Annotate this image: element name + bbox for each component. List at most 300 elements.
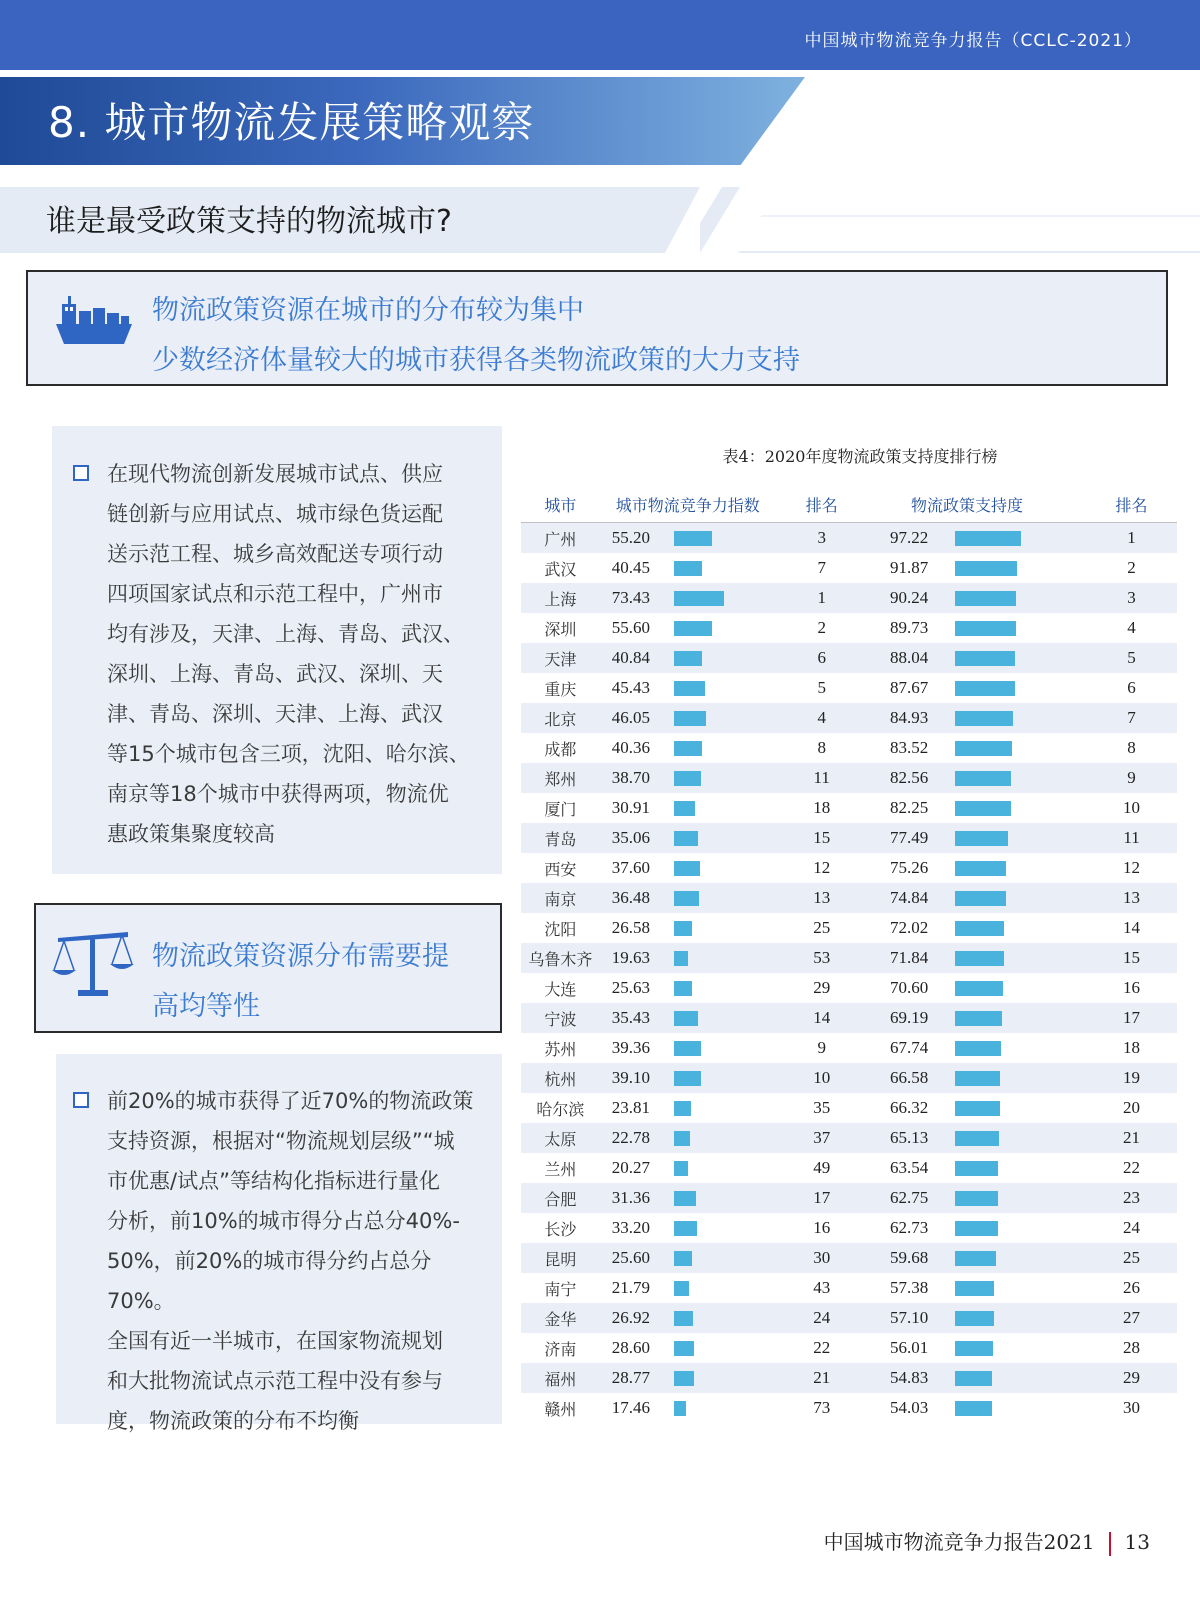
competitiveness-bar: [674, 1341, 693, 1356]
city-cell: 上海: [544, 589, 577, 609]
support-rank-cell: 9: [1127, 768, 1136, 787]
city-cell: 天津: [544, 649, 577, 669]
policy-support-bar: [955, 1251, 996, 1266]
competitiveness-index-cell: 17.46: [611, 1398, 650, 1417]
paragraph-1-line: 等15个城市包含三项，沈阳、哈尔滨、: [107, 742, 470, 766]
policy-support-cell: 66.32: [889, 1098, 929, 1117]
competitiveness-index-cell: 26.92: [611, 1308, 650, 1327]
footer-separator: [1109, 1532, 1111, 1556]
paragraph-1-line: 在现代物流创新发展城市试点、供应: [107, 462, 443, 486]
policy-support-bar: [955, 531, 1021, 546]
policy-support-bar-cell: [955, 1303, 1086, 1333]
competitiveness-index-cell: 21.79: [611, 1278, 650, 1297]
policy-support-bar: [955, 651, 1015, 666]
report-title: 中国城市物流竞争力报告（CCLC-2021）: [804, 31, 1142, 51]
policy-support-bar-cell: [955, 553, 1086, 583]
support-rank-cell: 1: [1127, 528, 1136, 547]
competitiveness-bar: [674, 621, 712, 636]
policy-support-cell: 67.74: [889, 1038, 929, 1057]
table-caption: 表4：2020年度物流政策支持度排行榜: [722, 447, 998, 466]
competitiveness-index-cell: 23.81: [611, 1098, 650, 1117]
city-cell: 宁波: [544, 1009, 577, 1029]
city-cell: 太原: [544, 1129, 577, 1149]
policy-support-bar: [955, 681, 1015, 696]
policy-support-cell: 54.03: [889, 1398, 929, 1417]
competitiveness-index-cell: 25.60: [611, 1248, 650, 1267]
competitiveness-bar: [674, 921, 692, 936]
competitiveness-index-cell: 22.78: [611, 1128, 650, 1147]
support-rank-cell: 11: [1123, 828, 1140, 847]
competitiveness-bar: [674, 591, 724, 606]
city-cell: 赣州: [544, 1399, 577, 1419]
page-number: 13: [1124, 1530, 1150, 1554]
support-rank-cell: 8: [1127, 738, 1136, 757]
competitiveness-bar-cell: [674, 733, 795, 763]
policy-support-cell: 77.49: [889, 828, 929, 847]
competitiveness-bar: [674, 531, 712, 546]
policy-support-cell: 89.73: [889, 618, 929, 637]
policy-support-bar: [955, 1071, 1000, 1086]
support-rank-cell: 18: [1123, 1038, 1141, 1057]
competitiveness-bar: [674, 981, 691, 996]
index-rank-cell: 18: [813, 798, 831, 817]
column-header-support-rank: 排名: [1115, 495, 1148, 515]
index-rank-cell: 53: [813, 948, 831, 967]
table-row: [521, 1093, 1177, 1123]
policy-support-bar: [955, 591, 1016, 606]
policy-support-bar: [955, 1401, 992, 1416]
competitiveness-index-cell: 35.43: [611, 1008, 650, 1027]
index-rank-cell: 3: [817, 528, 826, 547]
index-rank-cell: 37: [813, 1128, 831, 1147]
policy-support-bar: [955, 1371, 992, 1386]
policy-support-cell: 54.83: [889, 1368, 929, 1387]
competitiveness-index-cell: 73.43: [611, 588, 650, 607]
callout-line-2: 少数经济体量较大的城市获得各类物流政策的大力支持: [152, 345, 800, 376]
policy-support-bar-cell: [955, 583, 1086, 613]
policy-support-cell: 63.54: [889, 1158, 929, 1177]
competitiveness-bar-cell: [674, 1183, 795, 1213]
competitiveness-bar-cell: [674, 1303, 795, 1333]
competitiveness-bar: [674, 801, 695, 816]
index-rank-cell: 5: [817, 678, 826, 697]
competitiveness-index-cell: 19.63: [611, 948, 650, 967]
competitiveness-bar: [674, 741, 701, 756]
paragraph-1-line: 均有涉及，天津、上海、青岛、武汉、: [107, 622, 464, 646]
competitiveness-bar-cell: [674, 1153, 795, 1183]
policy-support-bar: [955, 1341, 993, 1356]
competitiveness-bar-cell: [674, 1273, 795, 1303]
policy-support-bar-cell: [955, 943, 1086, 973]
policy-support-bar-cell: [955, 1153, 1086, 1183]
page-footer: [824, 1526, 1150, 1556]
cargo-ship-icon: [54, 294, 134, 350]
support-rank-cell: 25: [1123, 1248, 1141, 1267]
paragraph-2-line: 和大批物流试点示范工程中没有参与: [107, 1369, 443, 1393]
city-cell: 西安: [544, 859, 577, 879]
policy-support-bar-cell: [955, 1243, 1086, 1273]
competitiveness-bar: [674, 861, 700, 876]
table-row: [521, 943, 1177, 973]
callout-line-1: 物流政策资源在城市的分布较为集中: [152, 295, 584, 326]
competitiveness-bar: [674, 1311, 692, 1326]
table-header-row: [521, 486, 1177, 523]
competitiveness-bar: [674, 1221, 697, 1236]
competitiveness-bar: [674, 1401, 686, 1416]
policy-support-cell: 83.52: [889, 738, 929, 757]
competitiveness-index-cell: 20.27: [611, 1158, 650, 1177]
policy-support-bar-cell: [955, 613, 1086, 643]
competitiveness-bar-cell: [674, 1363, 795, 1393]
index-rank-cell: 30: [813, 1248, 831, 1267]
competitiveness-bar-cell: [674, 1003, 795, 1033]
support-rank-cell: 19: [1123, 1068, 1141, 1087]
support-rank-cell: 20: [1123, 1098, 1141, 1117]
policy-support-bar-cell: [955, 853, 1086, 883]
policy-support-bar-cell: [955, 1033, 1086, 1063]
index-rank-cell: 8: [817, 738, 826, 757]
support-rank-cell: 3: [1127, 588, 1136, 607]
city-cell: 郑州: [544, 769, 577, 789]
policy-support-bar: [955, 1161, 998, 1176]
city-cell: 厦门: [544, 799, 577, 819]
city-cell: 广州: [544, 529, 577, 549]
competitiveness-bar: [674, 1071, 701, 1086]
competitiveness-bar: [674, 1191, 695, 1206]
policy-support-ranking-table: [521, 486, 1177, 1423]
policy-support-bar: [955, 801, 1011, 816]
competitiveness-bar: [674, 561, 702, 576]
column-header-competitiveness-index: 城市物流竞争力指数: [615, 495, 760, 515]
question-banner-stripes: [700, 187, 1200, 253]
table-row: [521, 1243, 1177, 1273]
support-rank-cell: 14: [1123, 918, 1141, 937]
competitiveness-index-cell: 40.45: [611, 558, 650, 577]
competitiveness-bar: [674, 1281, 689, 1296]
policy-support-bar-cell: [955, 883, 1086, 913]
competitiveness-bar: [674, 951, 687, 966]
table-row: [521, 763, 1177, 793]
competitiveness-index-cell: 45.43: [611, 678, 650, 697]
index-rank-cell: 29: [813, 978, 831, 997]
city-cell: 昆明: [544, 1249, 577, 1269]
policy-support-cell: 70.60: [889, 978, 929, 997]
footer-title: 中国城市物流竞争力报告2021: [823, 1530, 1095, 1554]
competitiveness-bar: [674, 831, 698, 846]
index-rank-cell: 14: [813, 1008, 831, 1027]
question-title: 谁是最受政策支持的物流城市?: [46, 204, 452, 239]
support-rank-cell: 6: [1127, 678, 1136, 697]
competitiveness-bar-cell: [674, 583, 795, 613]
stripe-decoration: [700, 187, 1200, 253]
policy-support-bar: [955, 861, 1006, 876]
competitiveness-bar: [674, 771, 700, 786]
competitiveness-bar: [674, 891, 699, 906]
table-row: [521, 823, 1177, 853]
index-rank-cell: 9: [817, 1038, 826, 1057]
policy-support-bar: [955, 891, 1006, 906]
policy-support-bar-cell: [955, 1003, 1086, 1033]
competitiveness-bar-cell: [674, 1093, 795, 1123]
table-row: [521, 1063, 1177, 1093]
paragraph-2-line: 度，物流政策的分布不均衡: [107, 1409, 359, 1433]
table-row: [521, 733, 1177, 763]
city-cell: 兰州: [544, 1159, 577, 1179]
city-cell: 南京: [544, 889, 577, 909]
competitiveness-index-cell: 33.20: [611, 1218, 650, 1237]
index-rank-cell: 21: [813, 1368, 831, 1387]
table-row: [521, 643, 1177, 673]
index-rank-cell: 73: [813, 1398, 831, 1417]
competitiveness-bar: [674, 1041, 701, 1056]
city-cell: 重庆: [544, 679, 577, 699]
support-rank-cell: 4: [1127, 618, 1136, 637]
competitiveness-bar: [674, 1161, 688, 1176]
index-rank-cell: 22: [813, 1338, 831, 1357]
policy-support-bar-cell: [955, 1363, 1086, 1393]
competitiveness-index-cell: 38.70: [611, 768, 650, 787]
column-header-city: 城市: [544, 495, 577, 515]
policy-support-bar-cell: [955, 1393, 1086, 1423]
paragraph-1-line: 津、青岛、深圳、天津、上海、武汉: [107, 702, 443, 726]
table-row: [521, 613, 1177, 643]
city-cell: 杭州: [544, 1069, 577, 1089]
policy-support-bar: [955, 951, 1004, 966]
competitiveness-bar-cell: [674, 643, 795, 673]
city-cell: 哈尔滨: [536, 1099, 585, 1119]
policy-support-cell: 82.25: [889, 798, 929, 817]
policy-support-cell: 56.01: [889, 1338, 929, 1357]
competitiveness-bar: [674, 681, 705, 696]
index-rank-cell: 25: [813, 918, 831, 937]
policy-support-cell: 71.84: [889, 948, 929, 967]
index-rank-cell: 7: [817, 558, 826, 577]
policy-support-bar: [955, 741, 1012, 756]
city-cell: 乌鲁木齐: [528, 949, 593, 969]
competitiveness-index-cell: 35.06: [611, 828, 650, 847]
policy-support-bar: [955, 561, 1017, 576]
competitiveness-bar: [674, 1131, 689, 1146]
competitiveness-bar-cell: [674, 673, 795, 703]
support-rank-cell: 29: [1123, 1368, 1141, 1387]
index-rank-cell: 15: [813, 828, 831, 847]
competitiveness-bar-cell: [674, 913, 795, 943]
competitiveness-bar-cell: [674, 613, 795, 643]
policy-support-bar: [955, 621, 1016, 636]
city-cell: 青岛: [544, 829, 577, 849]
table-row: [521, 883, 1177, 913]
policy-support-bar-cell: [955, 1093, 1086, 1123]
policy-support-cell: 97.22: [889, 528, 929, 547]
index-rank-cell: 6: [817, 648, 826, 667]
city-cell: 合肥: [544, 1189, 577, 1209]
policy-support-cell: 72.02: [889, 918, 929, 937]
competitiveness-bar-cell: [674, 1123, 795, 1153]
column-header-index-rank: 排名: [805, 495, 838, 515]
competitiveness-bar-cell: [674, 973, 795, 1003]
table-row: [521, 1303, 1177, 1333]
competitiveness-bar-cell: [674, 1333, 795, 1363]
competitiveness-index-cell: 26.58: [611, 918, 650, 937]
competitiveness-index-cell: 40.36: [611, 738, 650, 757]
policy-support-bar-cell: [955, 973, 1086, 1003]
table-row: [521, 583, 1177, 613]
competitiveness-bar-cell: [674, 1033, 795, 1063]
city-cell: 苏州: [544, 1039, 577, 1059]
competitiveness-bar-cell: [674, 853, 795, 883]
policy-support-bar-cell: [955, 1273, 1086, 1303]
table-row: [521, 1123, 1177, 1153]
table-row: [521, 793, 1177, 823]
table-row: [521, 703, 1177, 733]
index-rank-cell: 11: [813, 768, 830, 787]
competitiveness-index-cell: 30.91: [611, 798, 650, 817]
policy-support-cell: 84.93: [889, 708, 929, 727]
competitiveness-bar: [674, 1371, 694, 1386]
competitiveness-index-cell: 55.60: [611, 618, 650, 637]
policy-support-bar: [955, 771, 1011, 786]
support-rank-cell: 10: [1123, 798, 1141, 817]
competitiveness-index-cell: 39.10: [611, 1068, 650, 1087]
index-rank-cell: 12: [813, 858, 831, 877]
competitiveness-index-cell: 28.77: [611, 1368, 650, 1387]
index-rank-cell: 17: [813, 1188, 831, 1207]
policy-support-cell: 87.67: [889, 678, 929, 697]
policy-support-bar-cell: [955, 1333, 1086, 1363]
paragraph-1-line: 送示范工程、城乡高效配送专项行动: [107, 542, 443, 566]
support-rank-cell: 21: [1123, 1128, 1141, 1147]
support-rank-cell: 13: [1123, 888, 1141, 907]
policy-support-bar-cell: [955, 913, 1086, 943]
index-rank-cell: 13: [813, 888, 831, 907]
city-cell: 北京: [544, 709, 577, 729]
table-row: [521, 1033, 1177, 1063]
competitiveness-bar-cell: [674, 523, 795, 554]
policy-support-cell: 57.38: [889, 1278, 929, 1297]
competitiveness-bar-cell: [674, 553, 795, 583]
policy-support-cell: 65.13: [889, 1128, 929, 1147]
support-rank-cell: 22: [1123, 1158, 1141, 1177]
competitiveness-index-cell: 31.36: [611, 1188, 650, 1207]
support-rank-cell: 2: [1127, 558, 1136, 577]
policy-support-bar: [955, 1311, 994, 1326]
competitiveness-bar-cell: [674, 763, 795, 793]
support-rank-cell: 27: [1123, 1308, 1141, 1327]
policy-support-cell: 91.87: [889, 558, 929, 577]
paragraph-1-line: 惠政策集聚度较高: [107, 822, 275, 846]
support-rank-cell: 26: [1123, 1278, 1141, 1297]
policy-support-cell: 88.04: [889, 648, 929, 667]
balance-scale-icon: [52, 930, 134, 1000]
city-cell: 大连: [544, 979, 577, 999]
policy-support-bar-cell: [955, 1183, 1086, 1213]
competitiveness-bar-cell: [674, 703, 795, 733]
policy-support-cell: 82.56: [889, 768, 929, 787]
policy-support-cell: 66.58: [889, 1068, 929, 1087]
table-row: [521, 973, 1177, 1003]
policy-support-bar: [955, 981, 1003, 996]
index-rank-cell: 4: [817, 708, 826, 727]
city-cell: 成都: [544, 739, 577, 759]
index-rank-cell: 10: [813, 1068, 831, 1087]
support-rank-cell: 5: [1127, 648, 1136, 667]
policy-support-bar-cell: [955, 733, 1086, 763]
city-cell: 南宁: [544, 1279, 577, 1299]
policy-support-bar: [955, 711, 1013, 726]
competitiveness-index-cell: 39.36: [611, 1038, 650, 1057]
table-row: [521, 1333, 1177, 1363]
paragraph-2: [107, 1081, 499, 1441]
policy-support-bar: [955, 1221, 998, 1236]
paragraph-2-line: 市优惠/试点”等结构化指标进行量化: [107, 1169, 440, 1193]
equity-callout-line-2: 高均等性: [152, 991, 260, 1022]
paragraph-2-line: 前20%的城市获得了近70%的物流政策: [107, 1089, 474, 1113]
paragraph-1-line: 深圳、上海、青岛、武汉、深圳、天: [107, 662, 443, 686]
competitiveness-bar-cell: [674, 883, 795, 913]
table-row: [521, 853, 1177, 883]
policy-support-cell: 74.84: [889, 888, 929, 907]
competitiveness-bar-cell: [674, 943, 795, 973]
city-cell: 济南: [544, 1339, 577, 1359]
square-bullet-icon: [73, 1092, 89, 1108]
competitiveness-index-cell: 36.48: [611, 888, 650, 907]
paragraph-1-line: 四项国家试点和示范工程中，广州市: [107, 582, 443, 606]
support-rank-cell: 30: [1123, 1398, 1141, 1417]
index-rank-cell: 2: [817, 618, 826, 637]
competitiveness-bar-cell: [674, 1063, 795, 1093]
competitiveness-bar-cell: [674, 823, 795, 853]
city-cell: 长沙: [544, 1219, 577, 1239]
policy-support-bar-cell: [955, 823, 1086, 853]
policy-support-bar: [955, 1101, 1000, 1116]
competitiveness-bar-cell: [674, 1243, 795, 1273]
competitiveness-index-cell: 55.20: [611, 528, 650, 547]
policy-support-cell: 69.19: [889, 1008, 929, 1027]
city-cell: 沈阳: [544, 919, 577, 939]
city-cell: 金华: [544, 1309, 577, 1329]
paragraph-1: [107, 454, 497, 854]
policy-support-bar: [955, 1131, 999, 1146]
support-rank-cell: 28: [1123, 1338, 1141, 1357]
table-row: [521, 1363, 1177, 1393]
table-row: [521, 1003, 1177, 1033]
section-title: 8. 城市物流发展策略观察: [48, 98, 535, 147]
policy-support-cell: 62.75: [889, 1188, 929, 1207]
competitiveness-bar-cell: [674, 1213, 795, 1243]
paragraph-2-line: 50%，前20%的城市得分约占总分70%。: [107, 1249, 432, 1313]
competitiveness-index-cell: 46.05: [611, 708, 650, 727]
support-rank-cell: 24: [1123, 1218, 1141, 1237]
index-rank-cell: 1: [817, 588, 826, 607]
policy-support-bar-cell: [955, 703, 1086, 733]
paragraph-1-line: 链创新与应用试点、城市绿色货运配: [107, 502, 443, 526]
policy-support-cell: 62.73: [889, 1218, 929, 1237]
competitiveness-bar-cell: [674, 793, 795, 823]
competitiveness-bar: [674, 711, 705, 726]
top-header-bar: [0, 0, 1200, 70]
policy-support-bar: [955, 1041, 1001, 1056]
paragraph-2-line: 分析，前10%的城市得分占总分40%-: [107, 1209, 460, 1233]
competitiveness-bar: [674, 1251, 691, 1266]
policy-support-bar-cell: [955, 673, 1086, 703]
policy-support-bar: [955, 1281, 994, 1296]
competitiveness-index-cell: 28.60: [611, 1338, 650, 1357]
column-header-policy-support: 物流政策支持度: [911, 495, 1024, 515]
index-rank-cell: 49: [813, 1158, 831, 1177]
city-cell: 福州: [544, 1369, 577, 1389]
paragraph-2-line: 全国有近一半城市，在国家物流规划: [107, 1329, 443, 1353]
table-row: [521, 673, 1177, 703]
